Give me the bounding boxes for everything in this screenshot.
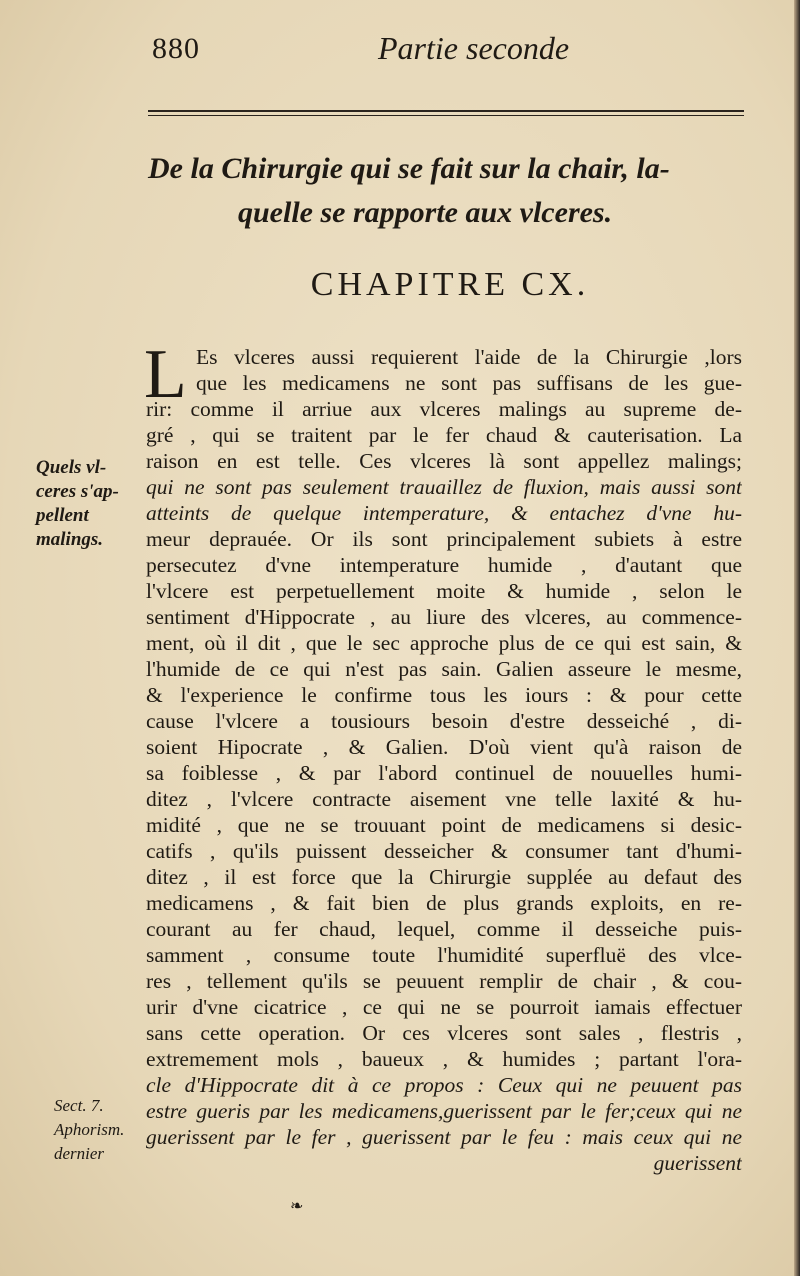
drop-cap: L (144, 336, 187, 413)
body-line: midité , que ne se trouuant point de medicamens si desic- (146, 813, 742, 837)
body-line: l'humide de ce qui n'est pas sain. Galien asseure le mesme, (146, 657, 742, 681)
body-line: catifs , qu'ils puissent desseicher & consumer tant d'humi- (146, 839, 742, 863)
body-text (146, 345, 742, 1177)
body-line: cle d'Hippocrate dit à ce propos : Ceux qui ne peuuent pas (146, 1073, 742, 1097)
body-line: raison en est telle. Ces vlceres là sont appellez malings; (146, 449, 742, 473)
body-line: sentiment d'Hippocrate , au liure des vlceres, au commence- (146, 605, 742, 629)
body-line: guerissent (653, 1151, 742, 1175)
body-line: que les medicamens ne sont pas suffisans de les gue- (196, 371, 742, 395)
body-line: ditez , l'vlcere contracte aisement vne telle laxité & hu- (146, 787, 742, 811)
margin-note-malings (36, 456, 146, 552)
body-line: & l'experience le confirme tous les iours : & pour cette (146, 683, 742, 707)
margin-note-aphorism (54, 1094, 136, 1166)
chapter-heading: CHAPITRE CX. (310, 266, 590, 303)
body-line: cause l'vlcere a tousiours besoin d'estre desseiché , di- (146, 709, 742, 733)
body-line: ditez , il est force que la Chirurgie supplée au defaut des (146, 865, 742, 889)
body-line: meur deprauée. Or ils sont principalement subiets à estre (146, 527, 742, 551)
body-line: persecutez d'vne intemperature humide , d'autant que (146, 553, 742, 577)
body-line: qui ne sont pas seulement trauaillez de fluxion, mais aussi sont (146, 475, 742, 499)
body-line: urir d'vne cicatrice , ce qui ne se pourroit iamais effectuer (146, 995, 742, 1019)
margin-note-line: Sect. 7. (54, 1096, 104, 1115)
body-line: Es vlceres aussi requierent l'aide de la Chirurgie ,lors (196, 345, 742, 369)
margin-note-line: ceres s'ap- (36, 481, 119, 502)
margin-note-line: Quels vl- (36, 457, 107, 478)
body-line: atteints de quelque intemperature, & entachez d'vne hu- (146, 501, 742, 525)
body-line: rir: comme il arriue aux vlceres malings au supreme de- (146, 397, 742, 421)
body-line: gré , qui se traitent par le fer chaud & cauterisation. La (146, 423, 742, 447)
margin-note-line: Aphorism. (54, 1120, 125, 1139)
body-line: l'vlcere est perpetuellement moite & humide , selon le (146, 579, 742, 603)
body-line: sa foiblesse , & par l'abord continuel de nouuelles humi- (146, 761, 742, 785)
section-title-line-2: quelle se rapporte aux vlceres. (238, 196, 613, 229)
body-line: estre gueris par les medicamens,guerissent par le fer;ceux qui ne (146, 1099, 742, 1123)
body-line: courant au fer chaud, lequel, comme il desseiche puis- (146, 917, 742, 941)
body-line: medicamens , & fait bien de plus grands exploits, en re- (146, 891, 742, 915)
body-line: sans cette operation. Or ces vlceres sont sales , flestris , (146, 1021, 742, 1045)
page-number: 880 (152, 32, 200, 65)
margin-note-line: pellent (36, 505, 89, 526)
header-rule (148, 110, 744, 116)
ornament-mark: ❧ (290, 1196, 304, 1215)
page-edge (794, 0, 800, 1276)
body-line: samment , consume toute l'humidité superfluë des vlce- (146, 943, 742, 967)
margin-note-line: malings. (36, 529, 104, 550)
body-line: ment, où il dit , que le sec approche plus de ce qui est sain, & (146, 631, 742, 655)
body-line: soient Hipocrate , & Galien. D'où vient qu'à raison de (146, 735, 742, 759)
margin-note-line: dernier (54, 1144, 105, 1163)
body-line: guerissent par le fer , guerissent par le feu : mais ceux qui ne (146, 1125, 742, 1149)
body-line: res , tellement qu'ils se peuuent remplir de chair , & cou- (146, 969, 742, 993)
running-title: Partie seconde (378, 30, 570, 66)
section-title-line-1: De la Chirurgie qui se fait sur la chair, la- (148, 152, 670, 185)
body-line: extremement mols , baueux , & humides ; partant l'ora- (146, 1047, 742, 1071)
